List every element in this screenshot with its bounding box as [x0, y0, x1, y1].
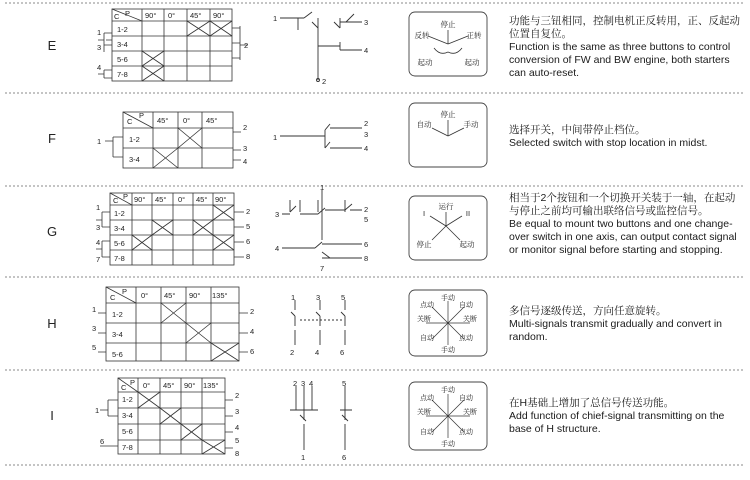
row-letter-f: F [48, 131, 56, 146]
pin-i-4: 4 [235, 423, 240, 432]
circuit-label-f-4: 4 [364, 144, 369, 153]
op-label-i-off-left: 关断 [417, 409, 431, 416]
pin-i-8: 8 [235, 449, 240, 458]
circuit-label-g-8: 8 [364, 254, 369, 263]
description-h-en: Multi-signals transmit gradually and convert in random. [509, 318, 723, 343]
table-header-f-2: 45° [206, 116, 218, 125]
circuit-label-f-1: 1 [273, 133, 278, 142]
corner-p-h: P [122, 287, 128, 296]
description-h-cn: 多信号逐级传送，方向任意旋转。 [509, 305, 667, 317]
row-letter-e: E [47, 38, 57, 53]
description-e-en: Function is the same as three buttons to control conversion of FW and BW engine, both starters can auto-reset. [509, 41, 731, 79]
pin-f-4: 4 [243, 157, 248, 166]
pin-f-2: 2 [243, 123, 248, 132]
pin-f-1: 1 [97, 137, 102, 146]
op-label-h-manual-top: 手动 [441, 295, 455, 302]
pin-g-6: 6 [246, 237, 251, 246]
table-row-f-0: 1-2 [129, 135, 140, 144]
row-letter-h: H [47, 316, 57, 331]
table-header-h-2: 90° [189, 291, 201, 300]
op-label-e-start-right: 起动 [464, 58, 480, 67]
circuit-label-g-2: 2 [364, 205, 369, 214]
table-header-g-2: 0° [178, 195, 186, 204]
table-header-i-1: 45° [163, 381, 175, 390]
table-row-i-0: 1-2 [122, 395, 133, 404]
pin-g-4: 4 [96, 238, 101, 247]
table-row-e-1: 3-4 [117, 40, 128, 49]
row-letter-i: I [50, 408, 54, 423]
pin-h-2: 2 [250, 307, 255, 316]
circuit-label-f-2: 2 [364, 119, 369, 128]
table-header-i-2: 90° [184, 381, 196, 390]
table-header-g-0: 90° [134, 195, 146, 204]
table-header-f-1: 0° [183, 116, 191, 125]
table-row-g-3: 7-8 [114, 254, 125, 263]
op-label-h-jog-topleft: 点动 [420, 302, 434, 309]
description-h [509, 305, 745, 344]
op-label-g-start: 起动 [459, 240, 475, 249]
circuit-label-h-3: 3 [316, 293, 321, 302]
table-header-e-0: 90° [145, 11, 157, 20]
circuit-diagram-i [290, 386, 352, 450]
circuit-diagram-h [291, 300, 345, 345]
pin-g-1: 1 [96, 203, 101, 212]
op-label-i-manual-bottom: 手动 [441, 441, 455, 448]
op-label-f-manual: 手动 [463, 120, 479, 129]
circuit-label-e-1: 1 [273, 14, 278, 23]
description-f-en: Selected switch with stop location in midst. [509, 137, 708, 149]
description-i [509, 397, 745, 436]
circuit-label-i-3: 3 [301, 379, 306, 388]
table-row-e-2: 5-6 [117, 55, 128, 64]
pin-i-6: 6 [100, 437, 105, 446]
circuit-label-e-4: 4 [364, 46, 369, 55]
op-label-f-stop: 停止 [440, 110, 456, 119]
table-header-i-3: 135° [203, 381, 219, 390]
row-letter-g: G [46, 224, 58, 239]
table-row-h-0: 1-2 [112, 310, 123, 319]
op-label-i-jog-bottomright: 点动 [459, 429, 473, 436]
table-header-e-2: 45° [190, 11, 202, 20]
operation-diagram-i [409, 382, 487, 450]
table-header-g-1: 45° [155, 195, 167, 204]
circuit-label-g-1: 1 [320, 183, 325, 192]
pin-i-5: 5 [235, 436, 240, 445]
table-row-i-2: 5-6 [122, 427, 133, 436]
table-header-g-3: 45° [196, 195, 208, 204]
op-label-g-run: 运行 [438, 202, 454, 211]
circuit-label-h-2: 2 [290, 348, 295, 357]
op-label-i-manual-top: 手动 [441, 387, 455, 394]
circuit-label-g-3: 3 [275, 210, 280, 219]
table-row-h-2: 5-6 [112, 350, 123, 359]
circuit-diagram-f [280, 124, 362, 148]
corner-c-f: C [127, 117, 133, 126]
op-label-e-forward: 正转 [466, 31, 482, 40]
description-g-cn: 相当于2个按钮和一个切换开关装于一轴，在起动与停止之前均可输出联络信号或监控信号。 [509, 192, 736, 217]
table-row-g-2: 5-6 [114, 239, 125, 248]
corner-c-g: C [113, 196, 119, 205]
pin-g-8: 8 [246, 252, 251, 261]
corner-c-h: C [110, 293, 116, 302]
pin-e-4: 4 [97, 63, 102, 72]
op-label-g-two: II [465, 209, 471, 218]
op-label-i-jog-topleft: 点动 [420, 395, 434, 402]
table-header-e-1: 0° [168, 11, 176, 20]
table-row-i-3: 7-8 [122, 443, 133, 452]
circuit-label-i-5: 5 [342, 379, 347, 388]
circuit-diagram-g [282, 190, 362, 258]
table-row-e-3: 7-8 [117, 70, 128, 79]
pin-h-4: 4 [250, 327, 255, 336]
corner-c-i: C [121, 383, 127, 392]
table-header-g-4: 90° [215, 195, 227, 204]
circuit-label-h-6: 6 [340, 348, 345, 357]
corner-p-g: P [123, 192, 129, 201]
pin-h-6: 6 [250, 347, 255, 356]
pin-i-3: 3 [235, 407, 240, 416]
description-g [509, 192, 745, 257]
circuit-diagram-e [280, 12, 362, 82]
circuit-label-e-3: 3 [364, 18, 369, 27]
op-label-e-stop: 停止 [440, 20, 456, 29]
pin-g-2: 2 [246, 207, 251, 216]
pin-f-3: 3 [243, 144, 248, 153]
description-i-en: Add function of chief-signal transmitting on the base of H structure. [509, 410, 725, 435]
op-label-h-manual-bottom: 手动 [441, 347, 455, 354]
pin-e-2: 2 [244, 41, 249, 50]
pin-h-3: 3 [92, 324, 97, 333]
circuit-label-g-4: 4 [275, 244, 280, 253]
table-row-g-0: 1-2 [114, 209, 125, 218]
contact-table-f [105, 112, 241, 168]
op-label-h-auto-bottomleft: 自动 [420, 335, 434, 342]
op-label-h-jog-bottomright: 点动 [459, 335, 473, 342]
table-row-h-1: 3-4 [112, 330, 123, 339]
op-label-i-auto-topright: 自动 [459, 395, 473, 402]
pin-g-5: 5 [246, 222, 251, 231]
op-label-i-off-right: 关断 [463, 409, 477, 416]
operation-diagram-e [409, 12, 487, 76]
circuit-label-i-1: 1 [301, 453, 306, 462]
pin-e-3: 3 [97, 43, 102, 52]
table-row-i-1: 3-4 [122, 411, 133, 420]
circuit-label-h-4: 4 [315, 348, 320, 357]
table-header-i-0: 0° [143, 381, 151, 390]
description-e-cn: 功能与三钮相同，控制电机正反转用，正、反起动位置自复位。 [509, 15, 740, 40]
pin-i-2: 2 [235, 391, 240, 400]
op-label-g-stop: 停止 [416, 240, 432, 249]
table-header-h-3: 135° [212, 291, 228, 300]
pin-g-3: 3 [96, 223, 101, 232]
corner-p-i: P [130, 378, 136, 387]
circuit-label-h-5: 5 [341, 293, 346, 302]
circuit-label-i-4: 4 [309, 379, 314, 388]
description-e [509, 15, 745, 80]
table-row-g-1: 3-4 [114, 224, 125, 233]
op-label-i-auto-bottomleft: 自动 [420, 429, 434, 436]
corner-c: C [114, 12, 120, 21]
operation-diagram-g [409, 196, 487, 260]
corner-p: P [125, 9, 131, 18]
table-row-e-0: 1-2 [117, 25, 128, 34]
op-label-e-reverse: 反转 [414, 31, 430, 40]
pin-g-7: 7 [96, 255, 101, 264]
corner-p-f: P [139, 111, 145, 120]
description-i-cn: 在H基础上增加了总信号传送功能。 [509, 397, 675, 409]
pin-i-1: 1 [95, 406, 100, 415]
op-label-h-off-left: 关断 [417, 316, 431, 323]
circuit-label-g-7: 7 [320, 264, 325, 273]
circuit-label-g-6: 6 [364, 240, 369, 249]
op-label-f-auto: 自动 [416, 120, 432, 129]
op-label-g-one: I [422, 209, 426, 218]
table-row-f-1: 3-4 [129, 155, 140, 164]
circuit-label-f-3: 3 [364, 130, 369, 139]
op-label-e-start-left: 起动 [417, 58, 433, 67]
table-header-e-3: 90° [213, 11, 225, 20]
circuit-label-i-6: 6 [342, 453, 347, 462]
table-header-f-0: 45° [157, 116, 169, 125]
circuit-label-i-2: 2 [293, 379, 298, 388]
description-g-en: Be equal to mount two buttons and one change-over switch in one axis, can output contact signal or monitor signal before starting and stopping. [509, 218, 737, 256]
description-f [509, 124, 745, 150]
pin-e-1: 1 [97, 28, 102, 37]
pin-h-1: 1 [92, 305, 97, 314]
circuit-label-e-2: 2 [322, 77, 327, 86]
table-header-h-0: 0° [141, 291, 149, 300]
description-f-cn: 选择开关，中间带停止档位。 [509, 124, 646, 136]
operation-diagram-f [409, 103, 487, 167]
operation-diagram-h [409, 290, 487, 356]
circuit-label-g-5: 5 [364, 215, 369, 224]
circuit-label-h-1: 1 [291, 293, 296, 302]
op-label-h-off-right: 关断 [463, 316, 477, 323]
op-label-h-auto-topright: 自动 [459, 302, 473, 309]
table-header-h-1: 45° [164, 291, 176, 300]
pin-h-5: 5 [92, 343, 97, 352]
